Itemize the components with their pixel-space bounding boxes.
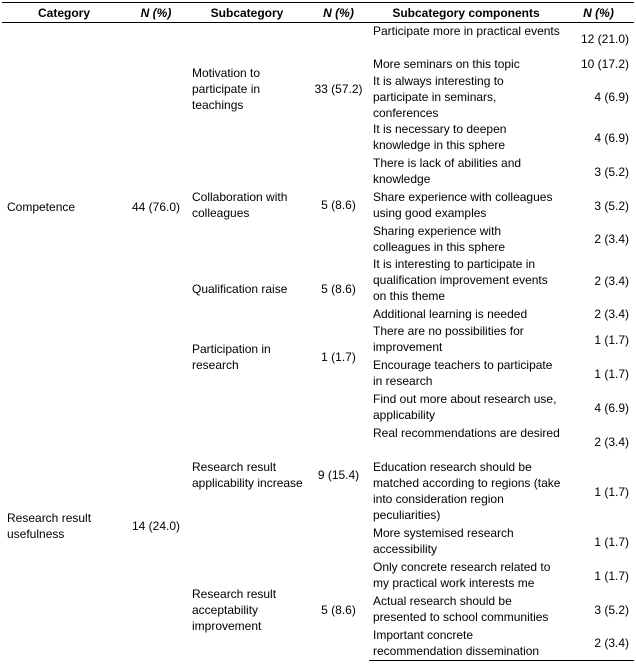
component-text: Only concrete research related to my practical work interests me (373, 559, 551, 590)
component-n: 1 (1.7) (594, 568, 629, 583)
table-header (2, 3, 634, 23)
component-n: 4 (6.9) (594, 130, 629, 145)
component-text: It is necessary to deepen knowledge in this sphere (373, 121, 507, 152)
component-text: Find out more about research use, applicability (373, 391, 557, 422)
component-text: Important concrete recommendation dissemination (369, 627, 563, 661)
component-n: 1 (1.7) (594, 366, 629, 381)
category-n: 14 (24.0) (131, 518, 181, 533)
subcategory-label: Participation in research (192, 341, 271, 372)
subcategory-n: 5 (8.6) (321, 198, 356, 212)
component-text: More systemised research accessibility (373, 525, 514, 556)
component-text: There are no possibilities for improvement (373, 323, 524, 354)
component-n: 2 (3.4) (594, 434, 629, 449)
component-text: It is interesting to participate in qualification improvement events on this theme (373, 256, 548, 303)
category-n: 44 (76.0) (131, 199, 181, 214)
subcategory-label: Collaboration with colleagues (192, 190, 288, 220)
subcategory-n: 1 (1.7) (321, 349, 356, 364)
component-text: Share experience with colleagues using good examples (373, 189, 553, 220)
component-n: 1 (1.7) (594, 534, 629, 549)
component-text: Sharing experience with colleagues in this sphere (373, 223, 506, 254)
component-n: 12 (21.0) (580, 32, 629, 47)
component-text: Encourage teachers to participate in research (373, 357, 553, 388)
header-subcategory: Subcategory (186, 3, 308, 23)
component-text: There is lack of abilities and knowledge (373, 155, 522, 186)
subcategory-n: 9 (15.4) (317, 467, 360, 482)
table-row (2, 23, 634, 56)
component-n: 2 (3.4) (594, 307, 629, 321)
table-body (2, 23, 634, 661)
component-n: 3 (5.2) (594, 164, 629, 179)
component-n: 4 (6.9) (594, 89, 629, 104)
subcategory-label: Research result acceptability improvement (192, 586, 277, 633)
component-n: 4 (6.9) (594, 400, 629, 415)
component-text: Real recommendations are desired (373, 425, 560, 440)
component-text: Actual research should be presented to school communities (373, 593, 549, 624)
subcategory-n: 33 (57.2) (314, 81, 363, 96)
subcategory-n: 5 (8.6) (321, 602, 356, 617)
header-n-category: N (%) (126, 3, 186, 23)
subcategory-n: 5 (8.6) (321, 282, 356, 296)
component-n: 2 (3.4) (594, 232, 629, 246)
component-text: Additional learning is needed (373, 306, 528, 321)
category-label: Research result usefulness (7, 510, 92, 541)
header-category: Category (2, 3, 126, 23)
component-n: 2 (3.4) (563, 627, 634, 661)
component-text: Participate more in practical events (373, 24, 560, 38)
subcategory-label: Qualification raise (192, 282, 288, 296)
component-n: 2 (3.4) (594, 273, 629, 288)
component-n: 3 (5.2) (594, 198, 629, 213)
component-n: 3 (5.2) (594, 602, 629, 617)
component-n: 10 (17.2) (580, 57, 629, 71)
header-components: Subcategory components (369, 3, 563, 23)
subcategory-label: Research result applicability increase (192, 459, 303, 490)
header-n-components: N (%) (563, 3, 634, 23)
header-n-subcategory: N (%) (308, 3, 369, 23)
category-label: Competence (7, 199, 76, 214)
subcategory-label: Motivation to participate in teachings (192, 65, 261, 112)
component-text: It is always interesting to participate in seminars, conferences (373, 73, 504, 120)
results-table (2, 2, 634, 661)
component-n: 1 (1.7) (594, 484, 629, 499)
table-row (2, 391, 634, 425)
component-n: 1 (1.7) (594, 332, 629, 347)
component-text: More seminars on this topic (373, 56, 520, 71)
component-text: Education research should be matched according to regions (take into consideration region peculiarities) (373, 459, 561, 522)
